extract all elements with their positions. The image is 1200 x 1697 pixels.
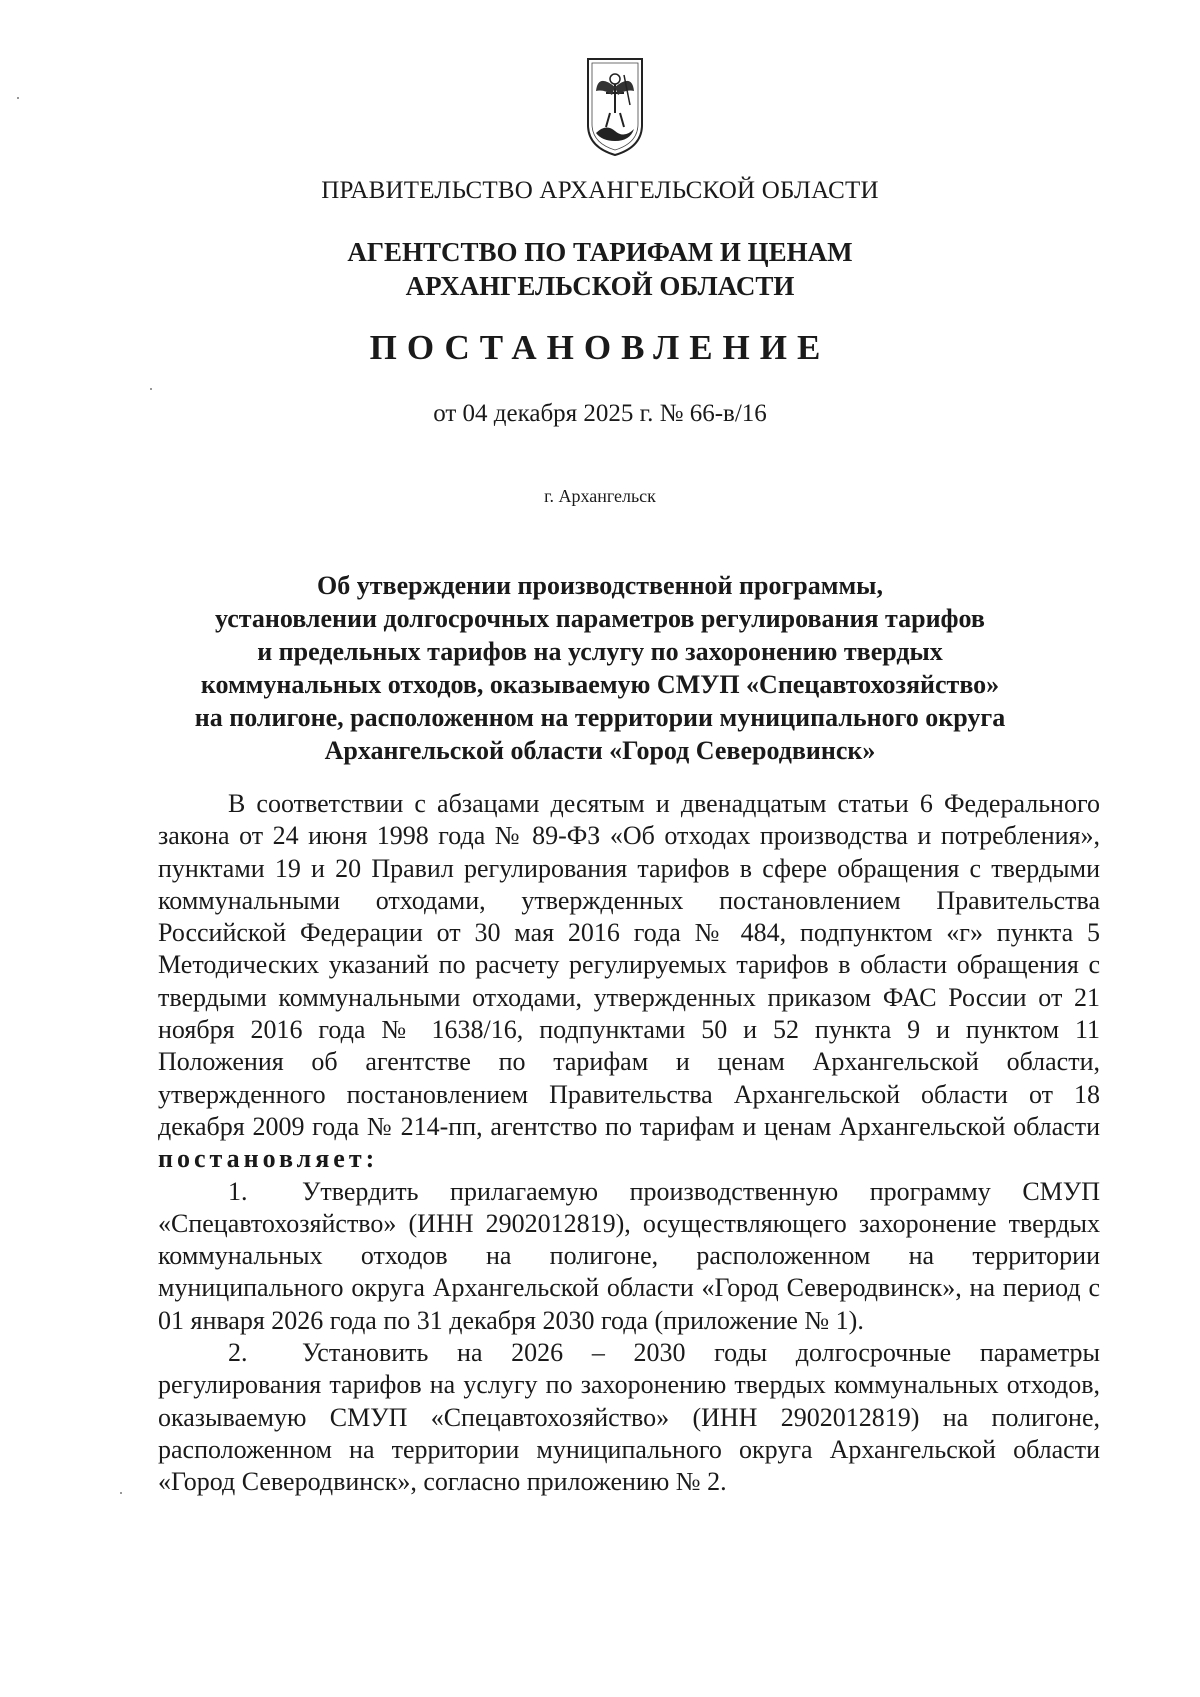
list-item-number: 2. bbox=[228, 1338, 248, 1368]
list-item-number: 1. bbox=[228, 1176, 248, 1206]
title-line: на полигоне, расположенном на территории муниципального округа bbox=[194, 703, 1006, 732]
agency-name-line1: АГЕНТСТВО ПО ТАРИФАМ И ЦЕНАМ bbox=[347, 237, 853, 267]
document-type-heading: ПОСТАНОВЛЕНИЕ bbox=[369, 328, 831, 367]
title-line: Об утверждении производственной программы, bbox=[317, 571, 883, 600]
scan-speck bbox=[120, 1492, 122, 1494]
document-date-number: от 04 декабря 2025 г. № 66-в/16 bbox=[433, 400, 767, 427]
agency-name-line2: АРХАНГЕЛЬСКОЙ ОБЛАСТИ bbox=[405, 271, 795, 301]
document-city: г. Архангельск bbox=[544, 486, 656, 506]
government-name: ПРАВИТЕЛЬСТВО АРХАНГЕЛЬСКОЙ ОБЛАСТИ bbox=[321, 177, 879, 204]
agency-name bbox=[0, 235, 1200, 303]
coat-of-arms-emblem bbox=[584, 55, 646, 159]
title-line: и предельных тарифов на услугу по захоронению твердых bbox=[257, 637, 943, 666]
list-item bbox=[158, 1337, 1100, 1498]
preamble-text: В соответствии с абзацами десятым и двенадцатым статьи 6 Федерального закона от 24 июня 1998 года № 89-ФЗ «Об отходах производства и потребления», пунктами 19 и 20 Правил регулирования тарифов в сфере обращения с твердыми коммунальными отходами, утвержденных постановлением Правительства Российской Федерации от 30 мая 2016 года № 484, подпунктом «г» пункта 5 Методических указаний по расчету регулируемых тарифов в области обращения с твердыми коммунальными отходами, утвержденных приказом ФАС России от 21 ноября 2016 года № 1638/16, подпунктами 50 и 52 пункта 9 и пунктом 11 Положения об агентстве по тарифам и ценам Архангельской области, утвержденного постановлением Правительства Архангельской области от 18 декабря 2009 года № 214-пп, агентство по тарифам и ценам Архангельской области bbox=[158, 789, 1100, 1141]
list-item-text: Установить на 2026 – 2030 годы долгосрочные параметры регулирования тарифов на услугу по захоронению твердых коммунальных отходов, оказываемую СМУП «Спецавтохозяйство» (ИНН 2902012819) на полигоне, расположенном на территории муниципального округа Архангельской области «Город Северодвинск», согласно приложению № 2. bbox=[158, 1338, 1100, 1497]
resolves-word: постановляет: bbox=[158, 1144, 379, 1174]
title-line: Архангельской области «Город Северодвинск» bbox=[324, 736, 876, 765]
scan-speck bbox=[150, 388, 152, 390]
document-title bbox=[0, 569, 1200, 767]
document-body bbox=[158, 788, 1100, 1499]
title-line: коммунальных отходов, оказываемую СМУП «Спецавтохозяйство» bbox=[200, 670, 1000, 699]
list-item bbox=[158, 1176, 1100, 1337]
preamble-paragraph bbox=[158, 788, 1100, 1176]
list-item-text: Утвердить прилагаемую производственную программу СМУП «Спецавтохозяйство» (ИНН 2902012819), осуществляющего захоронение твердых коммунальных отходов на полигоне, расположенном на территории муниципального округа Архангельской области «Город Северодвинск», на период с 01 января 2026 года по 31 декабря 2030 года (приложение № 1). bbox=[158, 1176, 1100, 1335]
title-line: установлении долгосрочных параметров регулирования тарифов bbox=[215, 604, 985, 633]
scan-speck bbox=[17, 97, 19, 99]
